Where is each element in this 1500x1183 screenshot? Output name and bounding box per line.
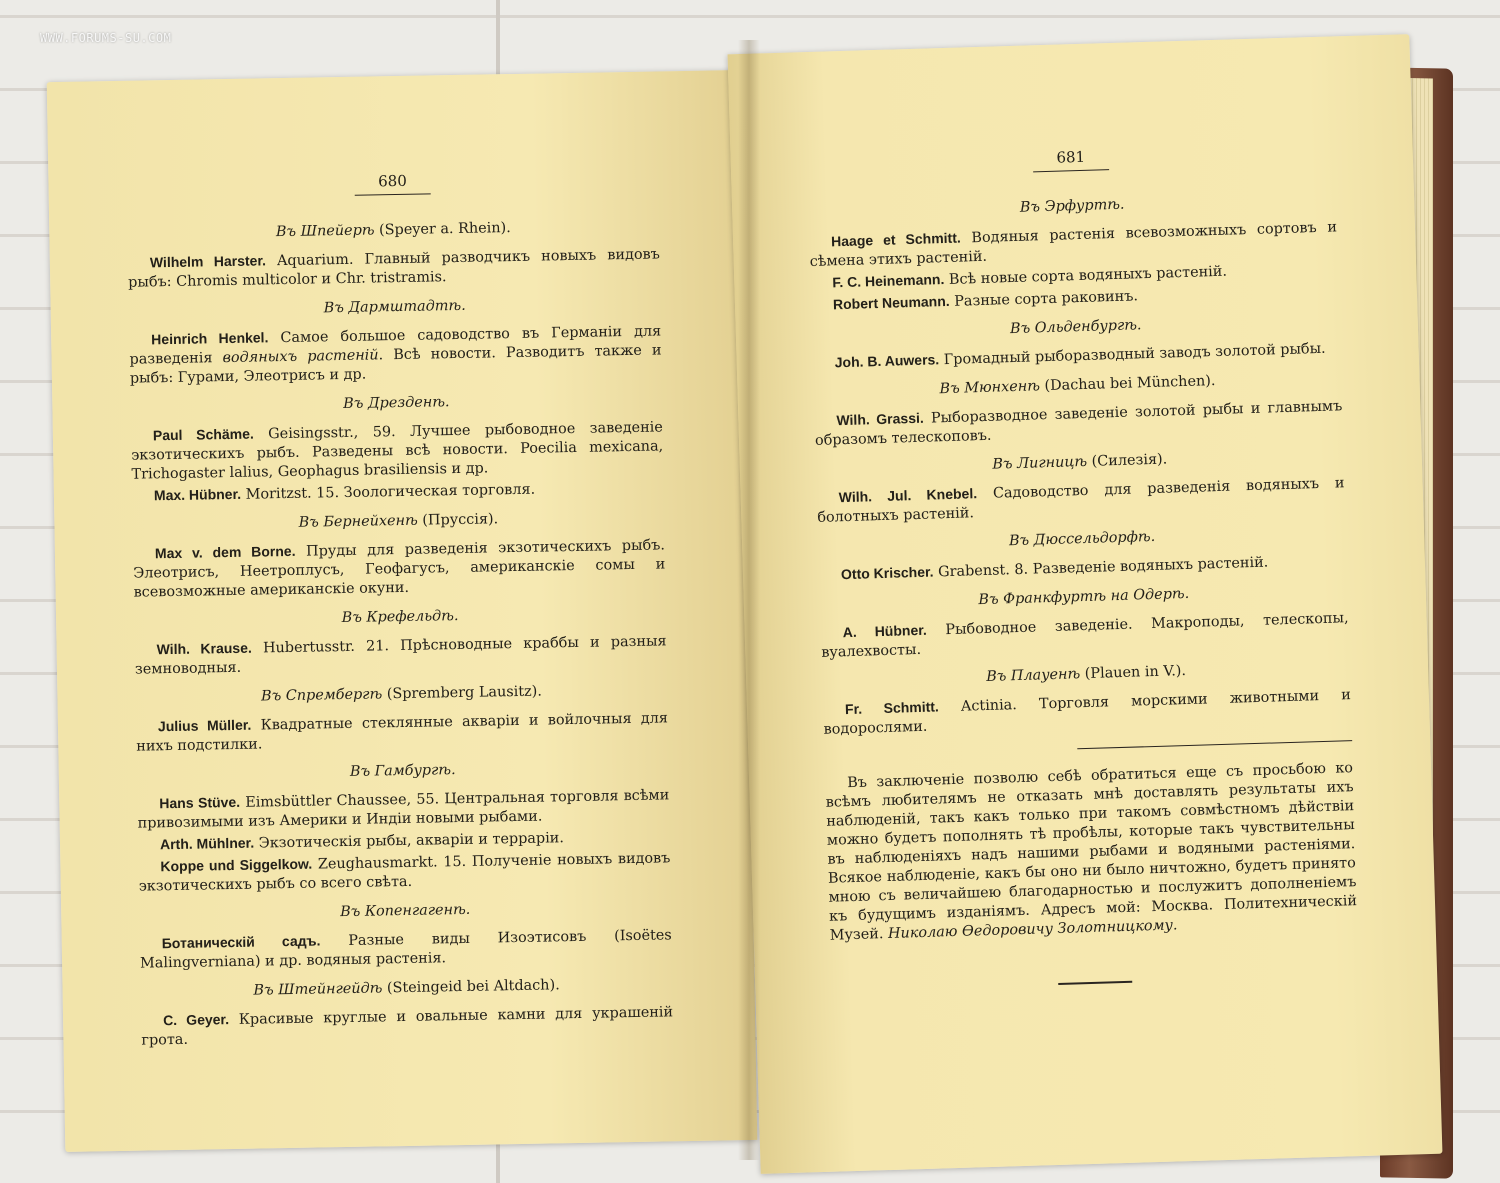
listing-name: Fr. Schmitt. [844, 698, 940, 718]
city-name: Въ Бернейхенѣ [298, 512, 418, 531]
listing-entry [138, 848, 671, 896]
page-number-rule [355, 193, 431, 195]
listing-tail: . Всѣ новости. Разводитъ также и рыбъ: Гурами, Элеотрисъ и др. [129, 342, 662, 387]
listing-name: A. Hübner. [842, 621, 928, 641]
city-name: Въ Ольденбургѣ. [1009, 317, 1142, 338]
listing-entry [141, 1002, 674, 1050]
listing-entry [134, 631, 667, 679]
listing-name: Joh. B. Auwers. [834, 351, 940, 371]
right-page-content [807, 140, 1360, 991]
city-name: Въ Шпейерѣ [275, 222, 375, 241]
listing-name: F. C. Heinemann. [832, 271, 945, 291]
city-name: Въ Штейнгейдѣ [253, 980, 383, 999]
listing-text: Пруды для разведенія экзотическихъ рыбъ. Элеотрисъ, Неетроплусъ, Геофагусъ, американскіе сомы и всевозможные американскіе окуни. [133, 537, 666, 601]
listing-text: Громадный рыборазводный заводъ золотой рыбы. [938, 340, 1326, 369]
listing-name: Wilhelm Harster. [149, 252, 267, 271]
city-heading [140, 974, 672, 1002]
listing-name: Paul Schäme. [152, 425, 254, 444]
listing-entry [137, 785, 670, 833]
listing-text: Водяныя растенія всевозможныхъ сортовъ и сѣмена этихъ растеній. [809, 219, 1338, 271]
watermark: WWW.FORUMS-SU.COM [40, 31, 172, 45]
closing-paragraph [825, 759, 1358, 946]
page-number-rule [1033, 169, 1109, 172]
listing-text: Grabenst. 8. Разведеніе водяныхъ растеній. [933, 554, 1269, 581]
listing-name: Otto Krischer. [840, 563, 934, 583]
city-name: Въ Крефельдѣ. [341, 608, 459, 627]
city-name: Въ Мюнхенѣ [939, 378, 1041, 398]
page-number: 680 [378, 171, 407, 191]
listing-text: Разные сорта раковинъ. [949, 288, 1139, 310]
listing-name: Ботаническій садъ. [161, 932, 321, 952]
page-number: 681 [1056, 147, 1086, 167]
listing-name: Max. Hübner. [153, 485, 242, 504]
listing-entry [823, 685, 1352, 740]
listing-text: Рыборазводное заведеніе золотой рыбы и главнымъ образомъ телескоповъ. [814, 398, 1343, 449]
listing-text: Hubertusstr. 21. Прѣсноводные краббы и разныя земноводныя. [134, 633, 667, 678]
listing-name: Wilh. Krause. [156, 639, 252, 658]
city-name: Въ Копенгагенѣ. [339, 901, 471, 921]
city-name: Въ Франкфуртѣ на Одерѣ. [978, 585, 1190, 609]
listing-text: Красивые круглые и овальные камни для украшеній грота. [141, 1004, 674, 1049]
listing-entry [819, 550, 1347, 586]
listing-text: Aquarium. Главный разводчикъ новыхъ видовъ рыбъ: Chromis multicolor и Chr. tristramis. [128, 246, 660, 291]
city-heading [135, 680, 667, 708]
listing-text: Geisingsstr., 59. Лучшее рыбоводное заведеніе экзотическихъ рыбъ. Разведены всѣ новости. Poecilia mexicana, Trichogaster lalius, Geophagus brasiliensis и др. [131, 419, 664, 483]
listing-entry [140, 925, 673, 973]
listing-italic: водяныхъ растеній [222, 347, 379, 367]
closing-text: Въ заключеніе позволю себѣ обратиться еще съ просьбою ко всѣмъ любителямъ не отказать мнѣ доставлять результаты ихъ наблюденій, такъ какъ только при такомъ совмѣстномъ дѣйствіи можно будетъ пополнять тѣ пробѣлы, которые такъ чувствительны въ наблюденіяхъ надъ нашими рыбами и водяными растеніями. Всякое наблюденіе, какъ бы оно ни было ничтожно, будетъ принято мною съ величайшею благодарностью и послужитъ дополненіемъ къ будущимъ изданіямъ. Адресъ мой: Москва. Политехническій Музей. [825, 760, 1358, 944]
listing-name: Arth. Mühlner. [159, 834, 255, 853]
city-heading [127, 216, 659, 244]
city-name: Въ Дюссельдорфѣ. [1008, 528, 1156, 550]
listing-name: Koppe und Siggelkow. [160, 855, 313, 875]
listing-text: Zeughausmarkt. 15. Полученіе новыхъ видовъ экзотическихъ рыбъ со всего свѣта. [138, 850, 671, 895]
listing-text: Самое большое садоводство въ Германіи для разведенія [129, 323, 662, 368]
city-suffix: (Spremberg Lausitz). [382, 683, 542, 703]
listing-text: Экзотическія рыбы, акваріи и терраріи. [254, 830, 565, 852]
city-name: Въ Гамбургѣ. [349, 762, 456, 780]
city-heading [129, 293, 661, 321]
listing-text: Moritzst. 15. Зоологическая торговля. [240, 481, 536, 503]
listing-text: Разные виды Изоэтисовъ (Isoëtes Malingverniana) и др. водяныя растенія. [139, 927, 672, 972]
listing-text: Квадратные стеклянные акваріи и войлочныя для нихъ подстилки. [136, 710, 669, 755]
city-name: Въ Эрфуртѣ. [1019, 196, 1125, 216]
listing-name: Heinrich Henkel. [151, 329, 269, 348]
listing-text: Садоводство для разведенія водяныхъ и болотныхъ растеній. [817, 475, 1345, 526]
listing-entry [133, 535, 666, 602]
listing-name: Haage et Schmitt. [830, 229, 961, 250]
end-rule [1058, 981, 1132, 985]
city-name: Въ Лигницѣ [992, 453, 1088, 473]
listing-name: Hans Stüve. [159, 793, 241, 812]
city-name: Въ Дармштадтѣ. [323, 297, 466, 317]
city-suffix: (Силезія). [1086, 451, 1168, 470]
city-suffix: (Speyer a. Rhein). [374, 220, 511, 239]
listing-name: C. Geyer. [162, 1011, 230, 1029]
listing-name: Robert Neumann. [832, 292, 950, 313]
listing-name: Max v. dem Borne. [154, 542, 296, 562]
listing-entry [136, 708, 669, 756]
city-suffix: (Steingeid bei Altdach). [382, 977, 560, 997]
city-heading [134, 603, 666, 631]
city-name: Въ Дрезденѣ. [343, 394, 450, 412]
listing-entry [814, 396, 1343, 451]
listing-entry [820, 608, 1349, 663]
left-page [47, 70, 758, 1152]
listing-text: Рыбоводное заведеніе. Макроподы, телескопы, вуалехвосты. [821, 610, 1349, 661]
city-name: Въ Плауенѣ [985, 666, 1081, 685]
listing-entry [131, 417, 664, 484]
listing-name: Wilh. Grassi. [836, 409, 924, 429]
city-heading [139, 897, 671, 925]
city-suffix: (Пруссія). [417, 511, 499, 529]
city-suffix: (Plauen in V.). [1079, 663, 1187, 683]
listing-entry [129, 321, 662, 388]
left-page-content [126, 167, 673, 1052]
listing-entry [816, 473, 1345, 528]
listing-text: Всѣ новые сорта водяныхъ растеній. [944, 263, 1228, 289]
book-spine-shadow [738, 40, 760, 1160]
closing-addressee: Николаю Ѳедоровичу Золотницкому. [887, 917, 1178, 942]
section-divider [1078, 740, 1352, 749]
city-suffix: (Dachau bei München). [1039, 373, 1216, 395]
listing-name: Julius Müller. [157, 716, 252, 735]
city-heading [137, 757, 669, 785]
listing-name: Wilh. Jul. Knebel. [838, 485, 978, 506]
city-heading [130, 389, 662, 417]
right-page [728, 34, 1443, 1174]
listing-text: Actinia. Торговля морскими животными и водорослями. [823, 687, 1352, 738]
listing-text: Eimsbüttler Chaussee, 55. Центральная торговля всѣми привозимыми изъ Америки и Индіи новыми рыбами. [137, 787, 670, 832]
city-name: Въ Спрембергѣ [260, 686, 383, 705]
listing-entry [128, 244, 661, 292]
listing-entry [812, 338, 1340, 374]
city-heading [132, 507, 664, 535]
